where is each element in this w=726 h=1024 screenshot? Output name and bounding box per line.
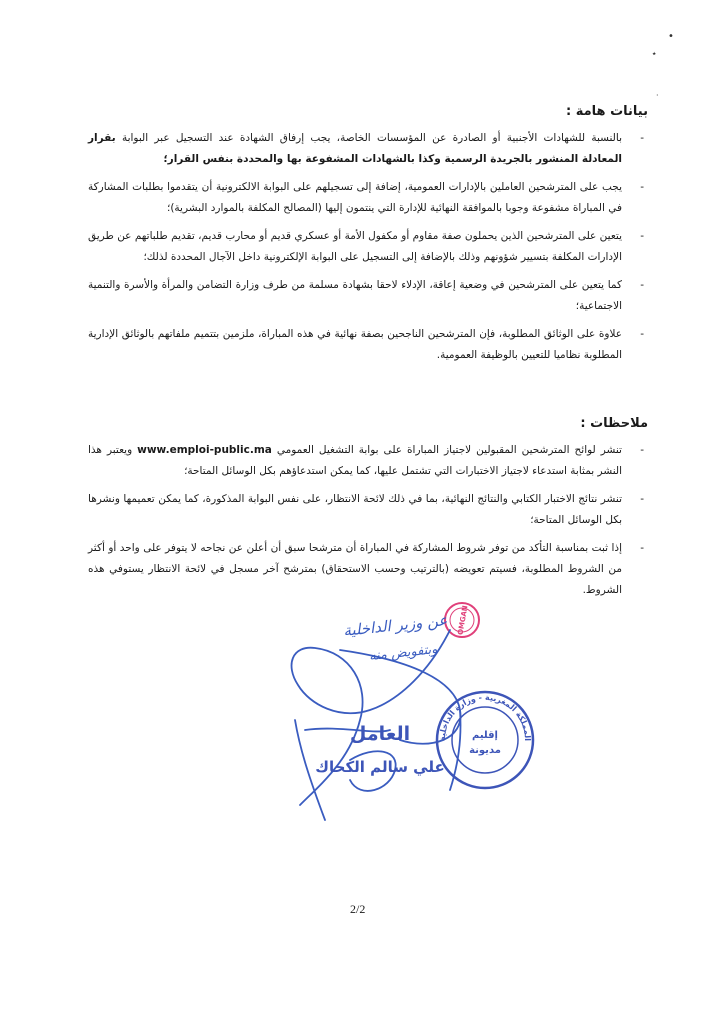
scan-speck: ·: [656, 91, 659, 100]
pink-stamp-text: OMGAN: [456, 604, 470, 636]
list-item: - بالنسبة للشهادات الأجنبية أو الصادرة عن المؤسسات الخاصة، يجب إرفاق الشهادة عند التسجيل عبر البوابة بقرار المعادلة المنشور بالجريدة الرسمية وكذا بالشهادات المشفوعة بها والمحددة بنفس القرار؛: [88, 132, 644, 165]
signature-block: [200, 590, 560, 830]
scan-speck: •: [668, 31, 674, 42]
scan-speck: ٭: [652, 49, 657, 58]
list-item: - تنشر نتائج الاختبار الكتابي والنتائج النهائية، بما في ذلك لائحة الانتظار، على نفس البوابة المذكورة، كما يمكن تعميمها ونشرها بكل الوسائل المتاحة؛: [88, 493, 644, 526]
emploi-public-link[interactable]: www.emploi-public.ma: [137, 444, 272, 456]
notes-list: [88, 440, 644, 608]
list-item: - علاوة على الوثائق المطلوبة، فإن المترشحين الناجحين بصفة نهائية في هذه المباراة، ملزمين بتتميم ملفاتهم بالوثائق الإدارية المطلوبة نظاميا للتعيين بالوظيفة العمومية.: [88, 328, 644, 361]
stamp-center-1: إقليم: [472, 730, 498, 741]
delegation-line-1: عن وزير الداخلية: [342, 611, 449, 640]
important-data-heading: بيانات هامة :: [566, 104, 648, 119]
list-item: - تنشر لوائح المترشحين المقبولين لاجتياز المباراة على بوابة التشغيل العمومي www.emploi-public.ma ويعتبر هذا النشر بمثابة استدعاء لاجتياز الاختبارات التي تشتمل عليها، كما يمكن استدعاؤهم بكل الوسائل المتاحة؛: [88, 444, 644, 477]
list-item: - كما يتعين على المترشحين في وضعية إعاقة، الإدلاء لاحقا بشهادة مسلمة من طرف وزارة التضامن والمرأة والأسرة والتنمية الاجتماعية؛: [88, 279, 644, 312]
page-number: 2/2: [350, 902, 366, 916]
official-stamp-icon: [437, 692, 533, 788]
signatory-name: علي سالم الكحاك: [315, 758, 445, 776]
list-item: - يجب على المترشحين العاملين بالإدارات العمومية، إضافة إلى تسجيلهم على البوابة الالكترونية أن يتقدموا بطلبات المشاركة في المباراة مشفوعة وجوبا بالموافقة النهائية للإدارة التي ينتمون إليها (المصالح المكلفة بالموارد البشرية)؛: [88, 181, 644, 214]
list-item: - إذا ثبت بمناسبة التأكد من توفر شروط المشاركة في المباراة أن مترشحا سبق أن أعلن عن نجاحه لا يتوفر على واحد أو أكثر من الشروط المطلوبة، فسيتم تعويضه (بالترتيب وحسب الاستحقاق) بمترشح آخر مسجل في لائحة الانتظار يستوفي هذه الشروط.: [88, 542, 644, 596]
stamp-round-text: المملكة المغربية - وزارة الداخلية: [437, 692, 533, 742]
notes-heading: ملاحظات :: [580, 416, 648, 431]
important-data-list: [88, 128, 644, 373]
list-item: - يتعين على المترشحين الذين يحملون صفة مقاوم أو مكفول الأمة أو عسكري قديم أو محارب قديم، تقديم طلباتهم عن طريق الإدارات المكلفة بتسيير شؤونهم وذلك بالإضافة إلى التسجيل على البوابة الإلكترونية داخل الآجال المحددة لذلك؛: [88, 230, 644, 263]
delegation-line-2: وبتفويض منه: [368, 642, 439, 665]
signatory-title: العامل: [349, 723, 411, 745]
pink-stamp-icon: [445, 603, 479, 637]
stamp-center-2: مديونة: [469, 745, 501, 756]
